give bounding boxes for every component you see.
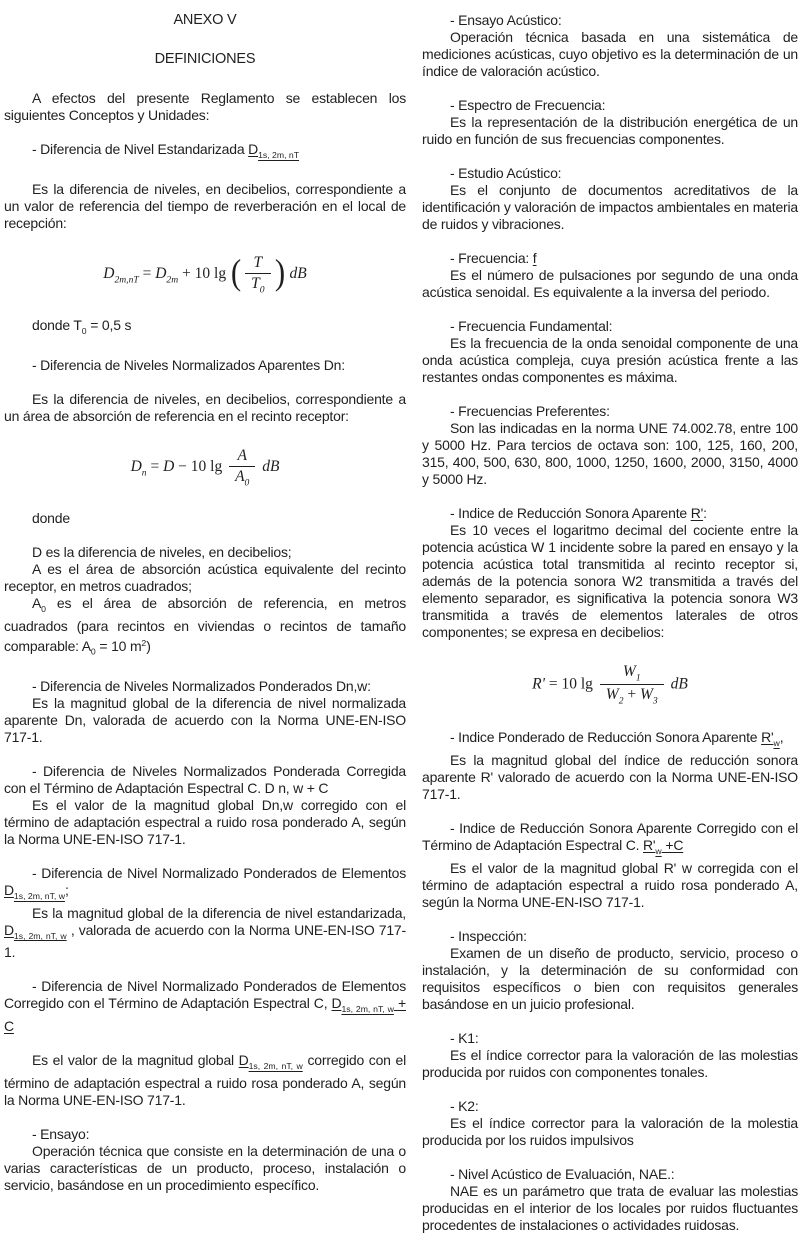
- text-segment: = 0,5 s: [86, 317, 132, 334]
- text-segment: - Espectro de Frecuencia:: [450, 97, 606, 113]
- text-segment: , valorada de acuerdo con la Norma UNE-EN-ISO 717-1.: [4, 921, 406, 961]
- term-heading: [4, 357, 406, 374]
- text-segment: Es la diferencia de niveles, en decibelios, correspondiente a un valor de referencia del tiempo de reverberación en el local de recepción:: [4, 180, 406, 231]
- definition-paragraph: [422, 182, 798, 233]
- fraction-numerator: [245, 254, 270, 274]
- fraction-numerator: [229, 447, 255, 467]
- text-segment: - Frecuencias Preferentes:: [450, 403, 610, 419]
- text-segment: DEFINICIONES: [154, 51, 256, 67]
- definition-paragraph: [4, 695, 406, 746]
- term-heading: [4, 678, 406, 695]
- text-segment: - Ensayo:: [32, 1126, 90, 1143]
- superscript-text: 2: [141, 638, 147, 649]
- subscript-text: n: [141, 467, 147, 479]
- text-segment: D: [155, 265, 167, 283]
- text-segment: Es el conjunto de documentos acreditativos de la identificación y valoración de impactos ambientales en materia de ruidos y vibraciones.: [422, 182, 798, 232]
- definition-paragraph: [422, 1047, 798, 1081]
- text-segment: A es el área de absorción acústica equivalente del recinto receptor, en metros cuadrados;: [4, 561, 406, 595]
- text-segment: Es la magnitud global de la diferencia de nivel estandarizada,: [32, 904, 406, 921]
- text-segment: - Diferencia de Nivel Estandarizada: [32, 141, 249, 157]
- subscript-text: 3: [652, 695, 658, 707]
- definition-paragraph: [4, 1052, 406, 1109]
- text-segment: +C: [661, 836, 684, 853]
- text-segment: D: [103, 265, 115, 283]
- text-segment: D: [4, 921, 14, 938]
- where-clause: [4, 510, 406, 527]
- term-heading: [422, 1030, 798, 1047]
- text-segment: A efectos del presente Reglamento se establecen los siguientes Conceptos y Unidades:: [4, 90, 406, 123]
- subscript-text: 0: [41, 604, 46, 615]
- term-heading: [422, 12, 798, 29]
- text-segment: - Diferencia de Niveles Normalizados Ponderada Corregida con el Término de Adaptación Espectral C. D n, w + C: [4, 762, 406, 796]
- text-segment: D: [130, 458, 142, 476]
- definition-paragraph: [4, 905, 406, 962]
- definition-paragraph: [4, 595, 406, 661]
- text-segment: - Diferencia de Nivel Normalizado Ponderados de Elementos: [32, 864, 406, 881]
- subscript-text: 1s, 2m, nT, w: [341, 1004, 394, 1015]
- text-segment: - Indice Ponderado de Reducción Sonora Aparente: [450, 728, 762, 745]
- term-heading: [422, 928, 798, 945]
- text-segment: D es la diferencia de niveles, en decibelios;: [32, 544, 292, 561]
- text-segment: Es el valor de la magnitud global R' w corregida con el término de adaptación espectral a ruido rosa ponderado A, según la Norma UNE-EN-ISO 717-1.: [422, 859, 798, 910]
- text-segment: Es la diferencia de niveles, en decibelios, correspondiente a un área de absorción de referencia en el recinto receptor:: [4, 390, 406, 424]
- text-segment: D: [163, 458, 175, 476]
- text-segment: D: [238, 1052, 249, 1069]
- subscript-text: w: [655, 845, 662, 856]
- text-segment: dB: [258, 458, 280, 476]
- text-segment: Son las indicadas en la norma UNE 74.002.78, entre 100 y 5000 Hz. Para tercios de octava son: 100, 125, 160, 200, 315, 400, 500, 630, 800, 1000, 1250, 1600, 2000, 3150, 4000 y 5000 Hz.: [422, 420, 798, 487]
- definition-paragraph: [422, 335, 798, 386]
- text-segment: :: [703, 505, 707, 521]
- definition-paragraph: [422, 945, 798, 1013]
- text-segment: Es la representación de la distribución energética de un ruido en función de sus frecuencias componentes.: [422, 114, 798, 147]
- text-segment: =: [138, 265, 156, 283]
- intro-paragraph: [4, 90, 406, 124]
- text-segment: - K1:: [450, 1029, 479, 1046]
- text-segment: W: [640, 686, 653, 704]
- term-heading: [422, 403, 798, 420]
- text-segment: - Ensayo Acústico:: [450, 12, 562, 28]
- text-segment: ;: [65, 881, 69, 898]
- text-segment: Operación técnica que consiste en la determinación de una o varias características de un producto, proceso, instalación o servicio, basándose en un procedimiento específico.: [4, 1143, 406, 1194]
- term-heading: [422, 1166, 798, 1183]
- text-segment: Es la frecuencia de la onda senoidal componente de una onda acústica compleja, cuya presión acústica frente a las restantes ondas componentes es máxima.: [422, 335, 798, 385]
- text-segment: - Estudio Acústico:: [450, 165, 562, 181]
- definition-paragraph: [4, 391, 406, 425]
- fraction: [229, 447, 255, 488]
- fraction-numerator: [600, 663, 664, 685]
- formula-normalized-level-difference: [4, 447, 406, 488]
- subscript-text: 2: [618, 695, 624, 707]
- subscript-text: 0: [81, 325, 87, 336]
- text-segment: Examen de un diseño de producto, servicio, proceso o instalación, y la determinación de su conformidad con requisitos específicos o bien con requisitos generales basándose en un juicio profesional.: [422, 944, 798, 1012]
- definition-paragraph: [422, 522, 798, 641]
- subscript-text: 0: [259, 284, 265, 296]
- text-segment: - Indice de Reducción Sonora Aparente Corregido con el Término de Adaptación Espectral C.: [422, 819, 798, 853]
- definition-paragraph: [422, 114, 798, 148]
- term-heading: [4, 865, 406, 905]
- text-segment: - K2:: [450, 1097, 479, 1114]
- formula-apparent-sound-reduction-index: [422, 663, 798, 707]
- text-segment: ,: [779, 728, 784, 745]
- text-segment: - Frecuencia:: [450, 250, 533, 266]
- text-segment: R': [690, 505, 704, 521]
- definition-paragraph: [422, 1183, 798, 1234]
- text-segment: + 10 lg: [178, 265, 230, 283]
- subscript-text: 2m,nT: [114, 274, 139, 286]
- text-segment: - Diferencia de Nivel Normalizado Ponderados de Elementos Corregido con el Término de Adaptación Espectral C,: [4, 978, 406, 1012]
- subscript-text: 1s, 2m, nT, w: [248, 1061, 303, 1072]
- text-segment: donde T: [32, 317, 82, 334]
- term-heading: [422, 165, 798, 182]
- fraction: [245, 254, 270, 295]
- text-segment: NAE es un parámetro que trata de evaluar las molestias producidas en el interior de los locales por ruidos fluctuantes procedentes de instalaciones o actividades ruidosas.: [422, 1182, 798, 1233]
- text-segment: dB: [285, 265, 307, 283]
- text-segment: Es el índice corrector para la valoración de la molestia producida por los ruidos impulsivos: [422, 1114, 798, 1148]
- term-heading: [422, 505, 798, 522]
- text-segment: T: [253, 253, 263, 271]
- formula-standardized-level-difference: $D_{2m,nT} = D_{2m} + 10$ lg ( $\frac{T}{T_0}$ ) dB: [103, 252, 307, 296]
- term-heading: [422, 1098, 798, 1115]
- text-segment: W: [622, 663, 636, 680]
- text-segment: - Diferencia de Niveles Normalizados Ponderados Dn,w:: [32, 677, 371, 694]
- text-segment: D: [331, 995, 342, 1012]
- text-segment: dB: [666, 675, 688, 693]
- subscript-text: 1s, 2m, nT, w: [13, 930, 67, 941]
- text-segment: Es la magnitud global del índice de reducción sonora aparente R' valorado de acuerdo con la Norma UNE-EN-ISO 717-1.: [422, 751, 798, 802]
- definiciones-title: [4, 51, 406, 68]
- definition-paragraph: [422, 29, 798, 80]
- text-segment: + C: [4, 995, 406, 1035]
- text-segment: - Diferencia de Niveles Normalizados Aparentes Dn:: [32, 356, 345, 373]
- text-segment: D: [248, 141, 259, 157]
- subscript-text: 2m: [166, 274, 179, 286]
- fraction-denominator: [229, 467, 255, 488]
- definition-paragraph: [4, 181, 406, 232]
- text-segment: +: [623, 686, 640, 704]
- text-segment: Operación técnica basada en una sistemática de mediciones acústicas, cuyo objetivo es la determinación de un índice de valoración acústico.: [422, 29, 798, 79]
- text-segment: = 10 lg: [544, 675, 597, 693]
- term-heading: [4, 763, 406, 797]
- text-segment: es el área de absorción de referencia, en metros cuadrados (para recintos en viviendas o recintos de tamaño comparable: A: [4, 595, 406, 654]
- subscript-text: 0: [244, 477, 250, 489]
- subscript-text: w: [773, 737, 780, 748]
- text-segment: ANEXO V: [173, 12, 237, 28]
- where-clause: [4, 317, 406, 340]
- term-heading: [4, 978, 406, 1035]
- subscript-text: 1s, 2m, nT: [258, 149, 300, 160]
- subscript-text: 1: [635, 672, 641, 684]
- definition-paragraph: [4, 561, 406, 595]
- text-segment: - Inspección:: [450, 927, 527, 944]
- text-segment: A: [32, 595, 42, 612]
- right-column: [422, 12, 798, 1234]
- anexo-title: [4, 12, 406, 29]
- text-segment: Es el índice corrector para la valoración de las molestias producida por ruidos con componentes tonales.: [422, 1046, 798, 1080]
- subscript-text: 0: [90, 646, 96, 657]
- text-segment: Es la magnitud global de la diferencia de nivel normalizada aparente Dn, valorada de acuerdo con la Norma UNE-EN-ISO 717-1.: [4, 694, 406, 745]
- definition-paragraph: [422, 1115, 798, 1149]
- text-segment: donde: [32, 510, 70, 527]
- text-segment: R': [532, 675, 545, 693]
- term-heading: [422, 318, 798, 335]
- fraction: [600, 663, 664, 707]
- text-segment: - Indice de Reducción Sonora Aparente: [450, 505, 691, 521]
- definition-paragraph: [422, 267, 798, 301]
- definition-paragraph: [422, 420, 798, 488]
- text-segment: R': [643, 836, 656, 853]
- definition-paragraph: [4, 797, 406, 848]
- text-segment: Es el número de pulsaciones por segundo de una onda acústica senoidal. Es equivalente a la inversa del periodo.: [422, 267, 798, 300]
- text-segment: R': [761, 728, 774, 745]
- text-segment: = 10 m: [95, 637, 142, 654]
- text-segment: - Nivel Acústico de Evaluación, NAE.:: [450, 1165, 675, 1182]
- text-segment: =: [146, 458, 164, 476]
- subscript-text: 1s, 2m, nT, w: [13, 890, 66, 901]
- term-heading: [422, 250, 798, 267]
- fraction-denominator: [600, 685, 664, 706]
- text-segment: - Frecuencia Fundamental:: [450, 318, 613, 334]
- term-heading: [422, 97, 798, 114]
- definition-paragraph: [4, 544, 406, 561]
- definition-paragraph: [4, 1143, 406, 1194]
- fraction-denominator: [245, 274, 270, 295]
- text-segment: Es 10 veces el logaritmo decimal del cociente entre la potencia acústica W 1 incidente sobre la pared en ensayo y la potencia acústica total transmitida al recinto receptor si, además de la potencia sonora W2 transmitida a través del elemento separador, es significativa la potencia sonora W3 transmitida a través de elementos laterales de otros componentes; se expresa en decibelios:: [422, 522, 798, 640]
- text-segment: Es el valor de la magnitud global Dn,w corregido con el término de adaptación espectral a ruido rosa ponderado A, según la Norma UNE-EN-ISO 717-1.: [4, 796, 406, 847]
- text-segment: corregido con el término de adaptación espectral a ruido rosa ponderado A, según la Norma UNE-EN-ISO 717-1.: [4, 1052, 406, 1109]
- text-segment: A: [237, 446, 247, 464]
- text-segment: T: [251, 274, 260, 292]
- text-segment: − 10 lg: [174, 458, 227, 476]
- text-segment: D: [4, 881, 14, 898]
- term-heading: [4, 1126, 406, 1143]
- text-segment: Es el valor de la magnitud global: [32, 1052, 239, 1069]
- term-heading: [422, 729, 798, 752]
- definition-paragraph: [422, 860, 798, 911]
- text-segment: ): [146, 637, 151, 654]
- text-segment: W: [605, 686, 619, 704]
- text-segment: A: [235, 467, 245, 485]
- term-heading: [422, 820, 798, 860]
- left-column: [4, 12, 406, 1234]
- term-heading: [4, 141, 406, 164]
- text-segment: f: [532, 250, 537, 266]
- definition-paragraph: [422, 752, 798, 803]
